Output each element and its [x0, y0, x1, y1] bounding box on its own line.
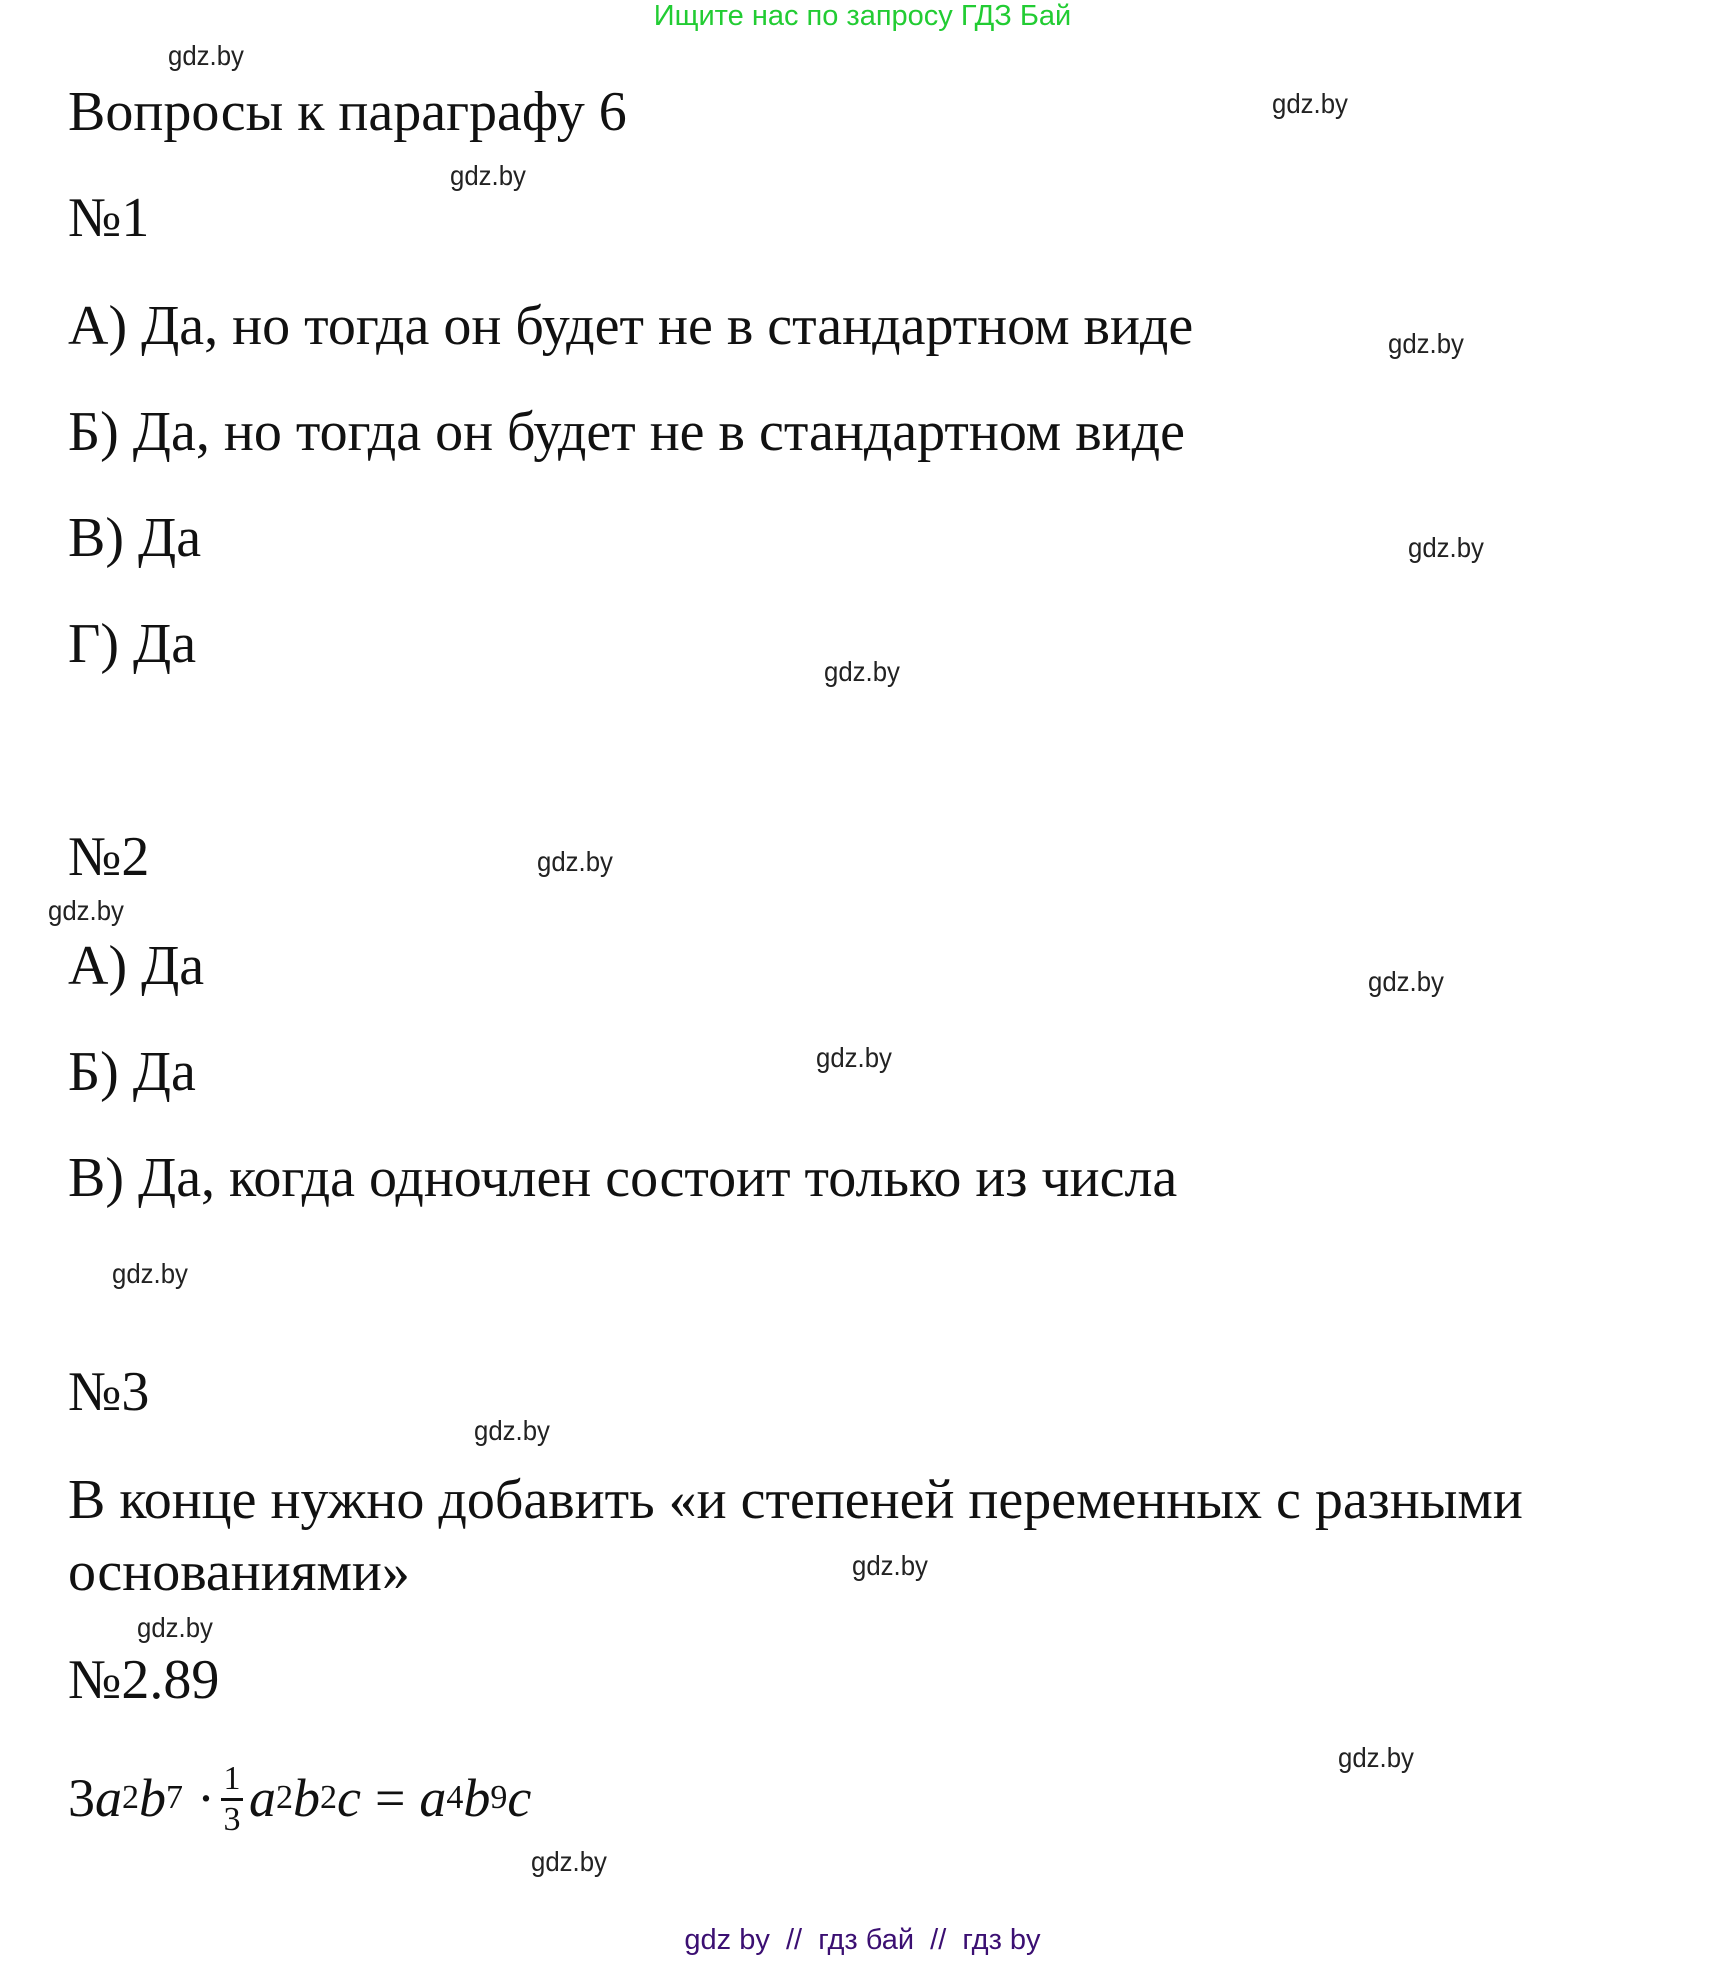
- eq-var: a: [419, 1767, 447, 1828]
- watermark: gdz.by: [450, 160, 526, 191]
- watermark: gdz.by: [1338, 1742, 1414, 1773]
- question-number: №3: [68, 1361, 150, 1423]
- eq-var: b: [463, 1767, 491, 1828]
- watermark: gdz.by: [1272, 88, 1348, 119]
- eq-var: b: [292, 1767, 320, 1828]
- eq-var: a: [248, 1767, 276, 1828]
- answer-line: В) Да: [68, 507, 202, 569]
- question-number: №2: [68, 826, 150, 888]
- watermark: gdz.by: [137, 1612, 213, 1643]
- eq-equals: =: [374, 1767, 406, 1828]
- answer-line: Б) Да, но тогда он будет не в стандартном виде: [68, 401, 1185, 463]
- eq-var: c: [336, 1767, 361, 1828]
- watermark: gdz.by: [824, 656, 900, 687]
- watermark: gdz.by: [537, 846, 613, 877]
- page-title: Вопросы к параграфу 6: [68, 81, 627, 143]
- eq-var: c: [507, 1767, 532, 1828]
- watermark: gdz.by: [531, 1846, 607, 1877]
- eq-frac-den: 3: [223, 1801, 241, 1838]
- watermark: gdz.by: [168, 40, 244, 71]
- answer-line: Г) Да: [68, 613, 197, 675]
- watermark: gdz.by: [48, 895, 124, 926]
- watermark: gdz.by: [112, 1258, 188, 1289]
- watermark: gdz.by: [474, 1415, 550, 1446]
- eq-dot: ·: [197, 1767, 215, 1828]
- equation: 3 a 2 b 7 · $\frac{1}{3}$ a 2 b 2 c = a 4 b 9 c: [68, 1760, 532, 1838]
- watermark: gdz.by: [816, 1042, 892, 1073]
- search-banner[interactable]: Ищите нас по запросу ГДЗ Бай: [653, 0, 1072, 32]
- eq-frac-num: 1: [223, 1760, 241, 1797]
- answer-line: основаниями»: [68, 1541, 410, 1603]
- watermark: gdz.by: [852, 1550, 928, 1581]
- answer-line: А) Да: [68, 935, 205, 997]
- watermark: gdz.by: [1408, 532, 1484, 563]
- watermark: gdz.by: [1388, 328, 1464, 359]
- watermark: gdz.by: [1368, 966, 1444, 997]
- eq-fraction: [221, 1762, 243, 1837]
- question-number: №1: [68, 187, 150, 249]
- answer-line: В) Да, когда одночлен состоит только из числа: [68, 1147, 1178, 1209]
- eq-var: b: [139, 1767, 166, 1828]
- question-number: №2.89: [68, 1649, 220, 1711]
- eq-coef: 3: [68, 1767, 95, 1828]
- answer-line: А) Да, но тогда он будет не в стандартном виде: [68, 295, 1194, 357]
- eq-var: a: [95, 1767, 122, 1828]
- answer-line: Б) Да: [68, 1041, 196, 1103]
- answer-line: В конце нужно добавить «и степеней переменных с разными: [68, 1469, 1523, 1531]
- footer-links[interactable]: gdz by // гдз бай // гдз by: [684, 1924, 1041, 1956]
